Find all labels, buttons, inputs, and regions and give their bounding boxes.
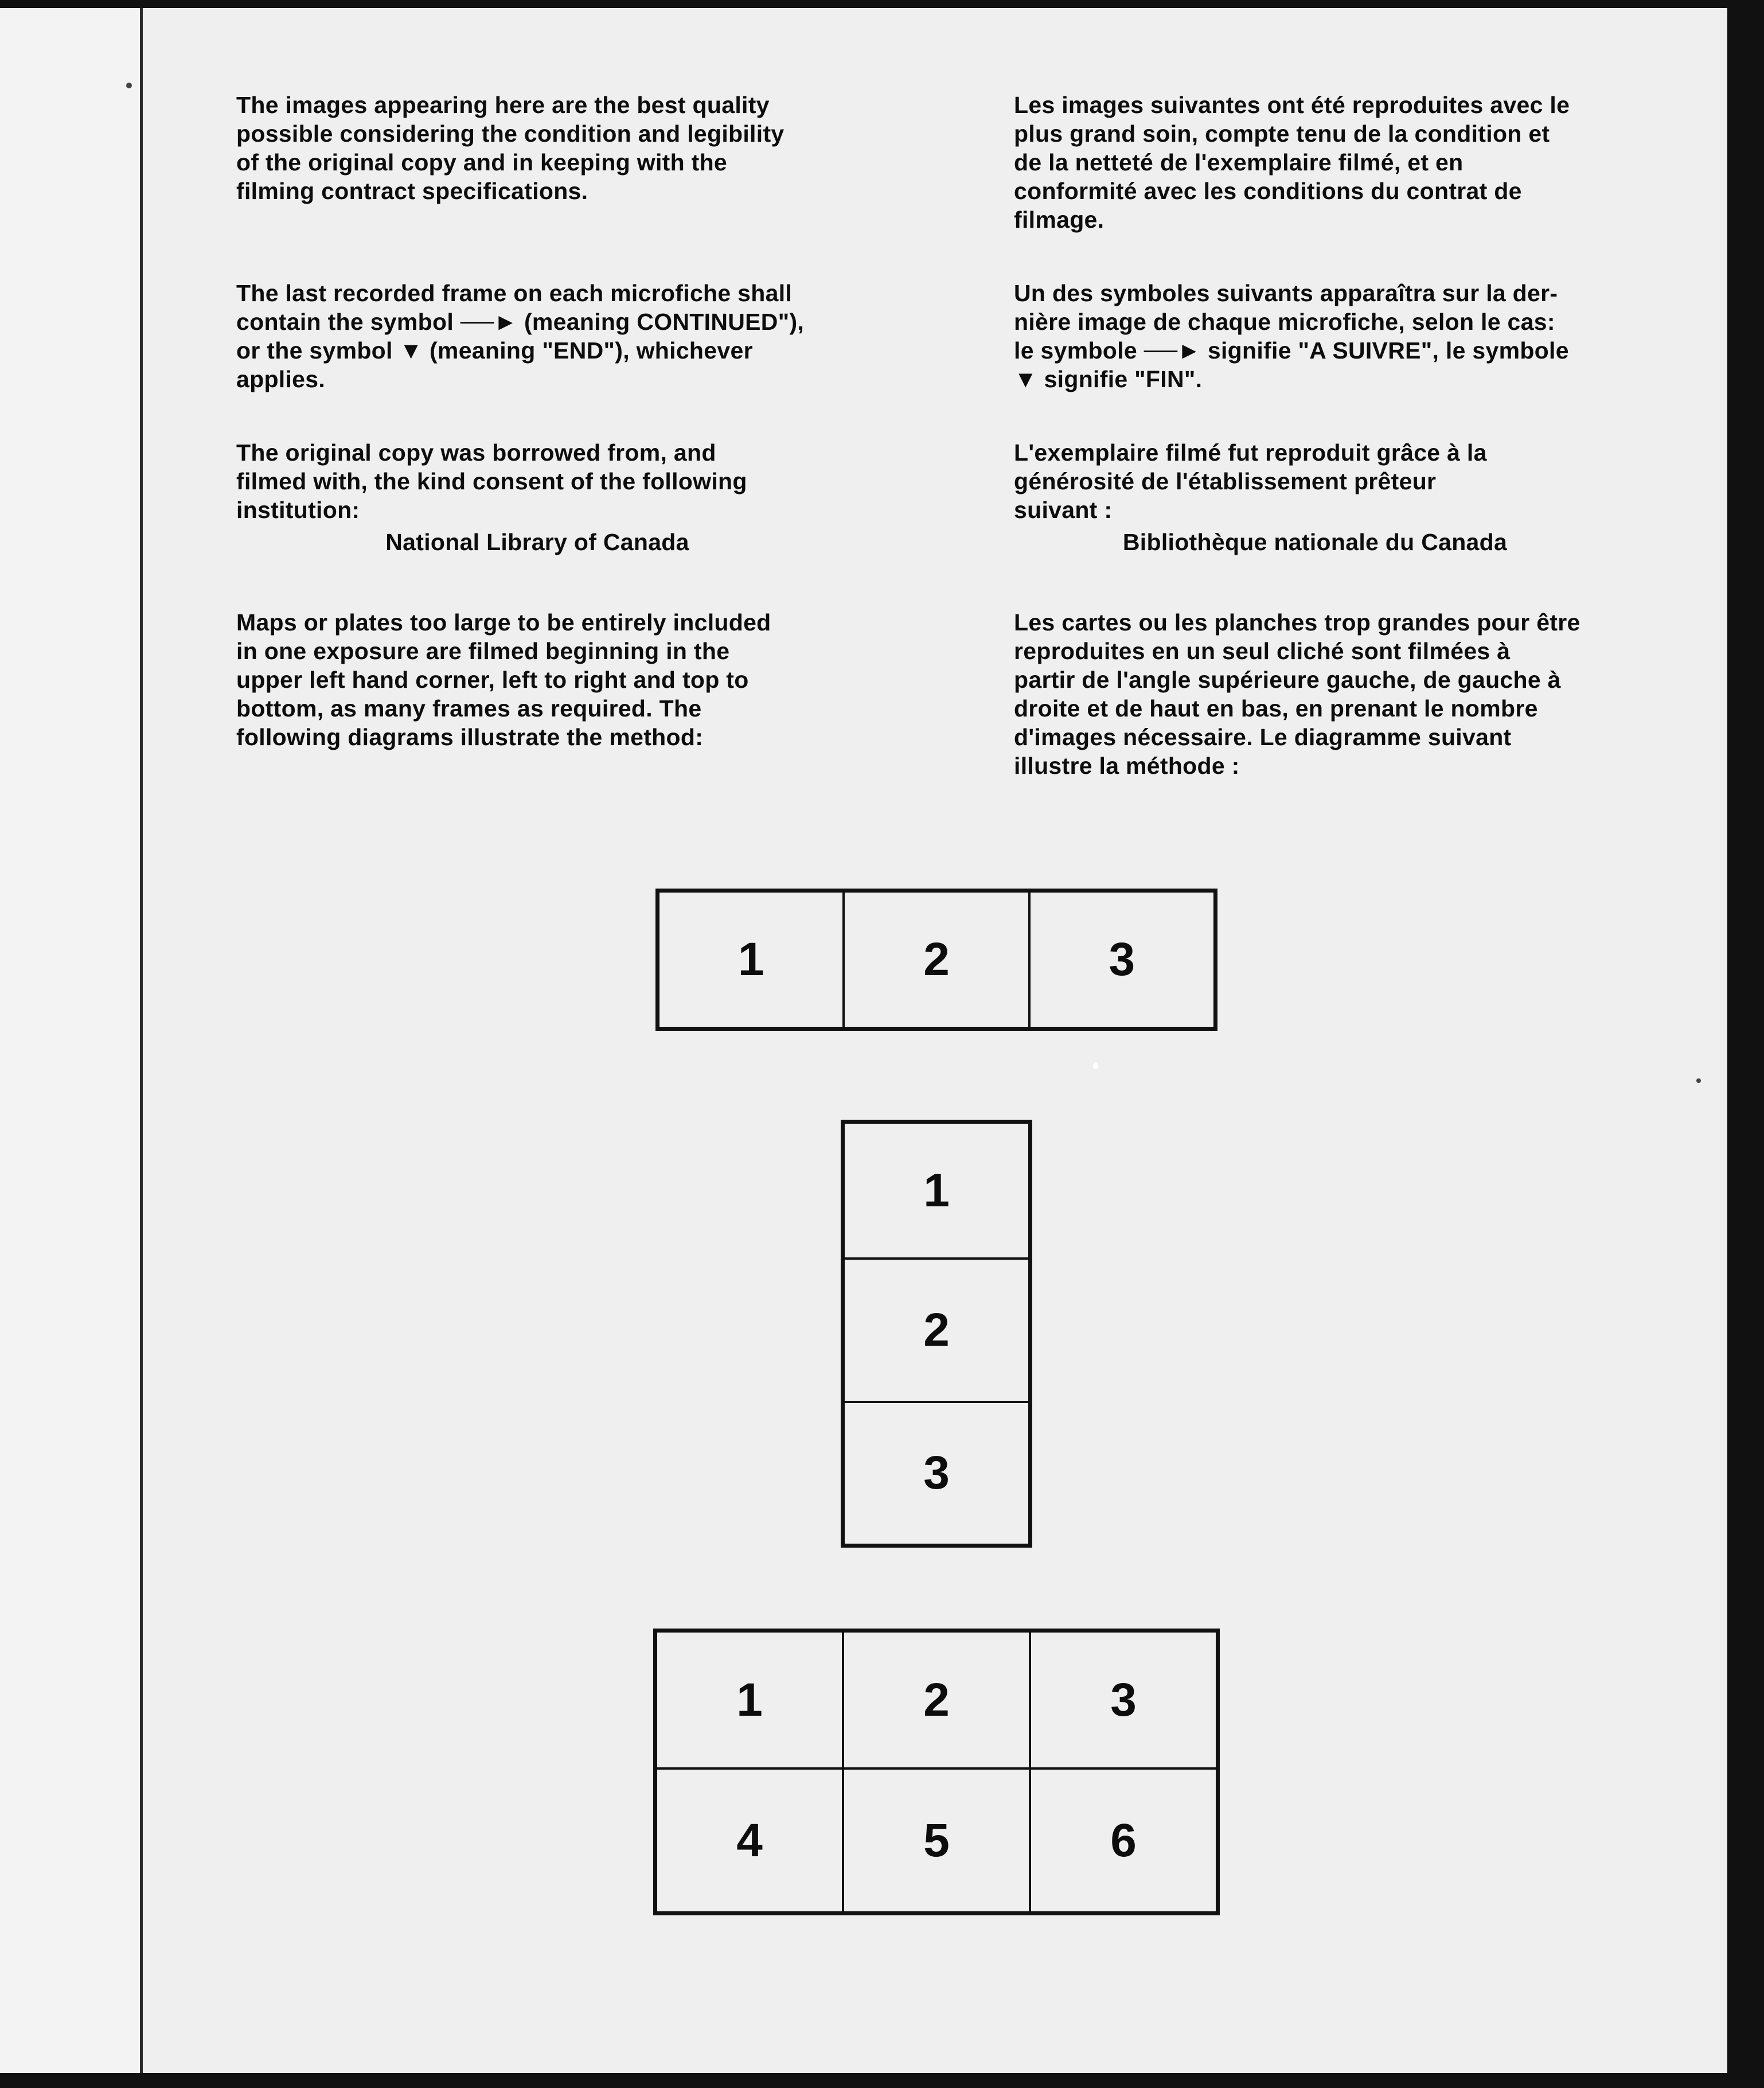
frame-cell: 3 (844, 1402, 1029, 1545)
frame-cell: 4 (656, 1768, 843, 1912)
left-para-image-quality: The images appearing here are the best quality possible considering the condition and legibility of the original copy and in keeping with the filming contract specifications. (236, 92, 785, 204)
film-speck (1093, 1062, 1098, 1069)
right-column (1014, 608, 1656, 780)
film-frame-bottom-edge (0, 2073, 1764, 2088)
frame-cell: 3 (1029, 891, 1215, 1028)
frame-cell: 1 (658, 891, 844, 1028)
right-column (1014, 279, 1656, 394)
diagram-horizontal-row (655, 889, 1217, 1031)
frame-cell: 2 (844, 891, 1029, 1028)
frame-cell: 2 (844, 1259, 1029, 1401)
right-para-image-quality: Les images suivantes ont été reproduites avec le plus grand soin, compte tenu de la condition et de la netteté de l'exemplaire filmé, et en conformité avec les conditions du contrat de filmage. (1014, 92, 1570, 233)
right-institution: Bibliothèque nationale du Canada (1122, 529, 1508, 555)
film-speck (126, 83, 132, 88)
film-frame-top-edge (0, 0, 1764, 8)
left-para-symbols: The last recorded frame on each microfiche shall contain the symbol ──► (meaning CONTINUED"), or the symbol ▼ (meaning "END"), whichever applies. (236, 280, 805, 392)
frame-cell: 6 (1030, 1768, 1217, 1912)
left-column (236, 279, 879, 394)
right-para-symbols: Un des symboles suivants apparaîtra sur la der- nière image de chaque microfiche, selon le cas: le symbole ──► signifie "A SUIVRE", le symbole ▼ signifie "FIN". (1014, 280, 1569, 392)
left-institution: National Library of Canada (385, 529, 689, 555)
frame-cell: 3 (1030, 1631, 1217, 1768)
left-para-maps: Maps or plates too large to be entirely included in one exposure are filmed beginning in the upper left hand corner, left to right and top to bottom, as many frames as required. The following diagrams illustrate the method: (236, 609, 771, 750)
film-frame-right-edge (1727, 0, 1764, 2088)
right-para-maps: Les cartes ou les planches trop grandes pour être reproduites en un seul cliché sont filmées à partir de l'angle supérieure gauche, de gauche à droite et de haut en bas, en prenant le nombre d'images nécessaire. Le diagramme suivant illustre la méthode : (1014, 609, 1580, 779)
right-column (1014, 91, 1656, 234)
right-column (1014, 438, 1656, 556)
frame-cell: 1 (656, 1631, 843, 1768)
right-para-borrowed: L'exemplaire filmé fut reproduit grâce à la générosité de l'établissement prêteur suivant : (1014, 439, 1487, 523)
left-column (236, 91, 879, 205)
left-column (236, 438, 879, 556)
frame-cell: 5 (843, 1768, 1030, 1912)
left-column (236, 608, 879, 751)
diagram-vertical-column (841, 1120, 1032, 1548)
frame-cell: 2 (843, 1631, 1030, 1768)
film-speck (1696, 1078, 1701, 1083)
frame-cell: 1 (844, 1123, 1029, 1259)
left-margin-strip (0, 8, 140, 2073)
left-para-borrowed: The original copy was borrowed from, and filmed with, the kind consent of the following institution: (236, 439, 747, 523)
diagram-grid-2x3 (653, 1629, 1220, 1915)
